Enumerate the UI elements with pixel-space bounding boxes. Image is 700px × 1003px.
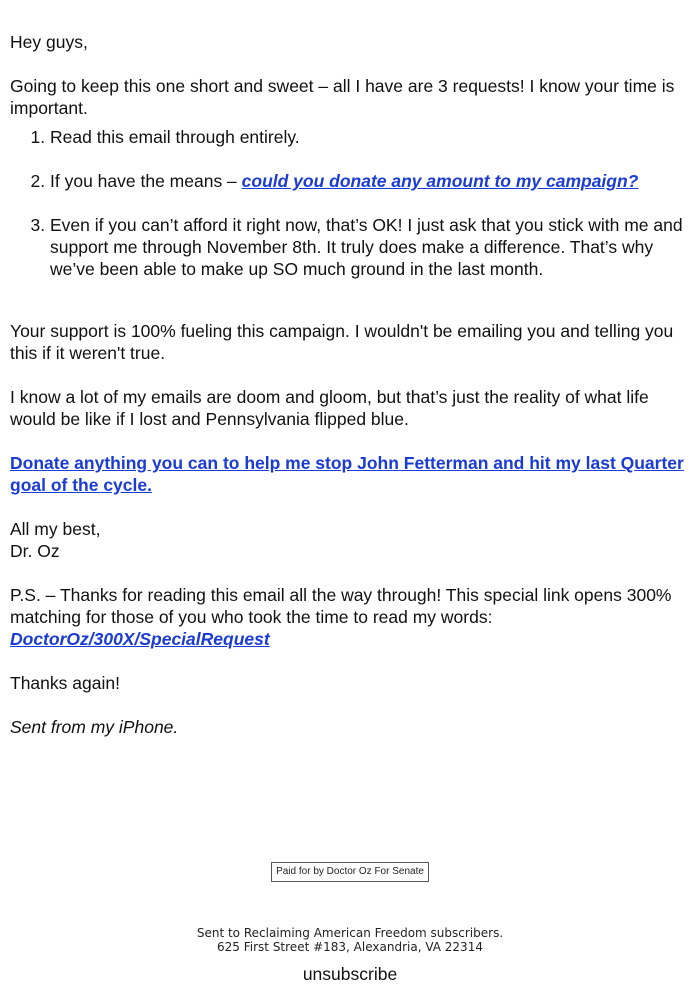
unsubscribe-link[interactable]: unsubscribe <box>302 964 398 984</box>
doom-text: I know a lot of my emails are doom and gloom, but that’s just the reality of what life would be like if I lost and Pennsylvania flipped blue. <box>10 387 649 429</box>
paid-for-disclaimer <box>0 857 700 882</box>
paid-for-box: Paid for by Doctor Oz For Senate <box>271 862 429 882</box>
donate-fetterman-link[interactable]: Donate anything you can to help me stop John Fetterman and hit my last Quarter goal of the cycle. <box>10 453 684 495</box>
request-item-2 <box>50 170 685 192</box>
request-item-1 <box>50 126 685 148</box>
request-text: Even if you can’t afford it right now, that’s OK! I just ask that you stick with me and support me through November 8th. It truly does make a difference. That’s why we’ve been able to make up SO much ground in the last month. <box>50 215 683 279</box>
address-text: 625 First Street #183, Alexandria, VA 22314 <box>217 940 483 954</box>
footer-address-block <box>0 926 700 954</box>
greeting-text: Hey guys, <box>10 32 88 52</box>
ps-paragraph <box>10 584 685 650</box>
special-request-link[interactable]: DoctorOz/300X/SpecialRequest <box>10 629 270 649</box>
donate-paragraph <box>10 452 685 496</box>
ps-text: P.S. – Thanks for reading this email all the way through! This special link opens 300% matching for those of you who took the time to read my words: <box>10 585 672 627</box>
request-text: Read this email through entirely. <box>50 127 300 147</box>
support-text: Your support is 100% fueling this campaign. I wouldn't be emailing you and telling you this if it weren't true. <box>10 321 674 363</box>
signoff-text: All my best, <box>10 519 101 539</box>
thanks-text: Thanks again! <box>10 673 120 693</box>
signature-text: Dr. Oz <box>10 541 60 561</box>
email-body <box>10 31 685 738</box>
request-text: If you have the means – <box>50 171 242 191</box>
sent-from-text: Sent from my iPhone. <box>10 717 179 737</box>
intro-text: Going to keep this one short and sweet – all I have are 3 requests! I know your time is important. <box>10 76 675 118</box>
request-item-3 <box>50 214 685 280</box>
donate-campaign-link[interactable]: could you donate any amount to my campaign? <box>241 171 639 191</box>
sent-to-text: Sent to Reclaiming American Freedom subscribers. <box>196 926 504 940</box>
requests-list <box>10 126 685 280</box>
unsubscribe-row <box>0 963 700 985</box>
